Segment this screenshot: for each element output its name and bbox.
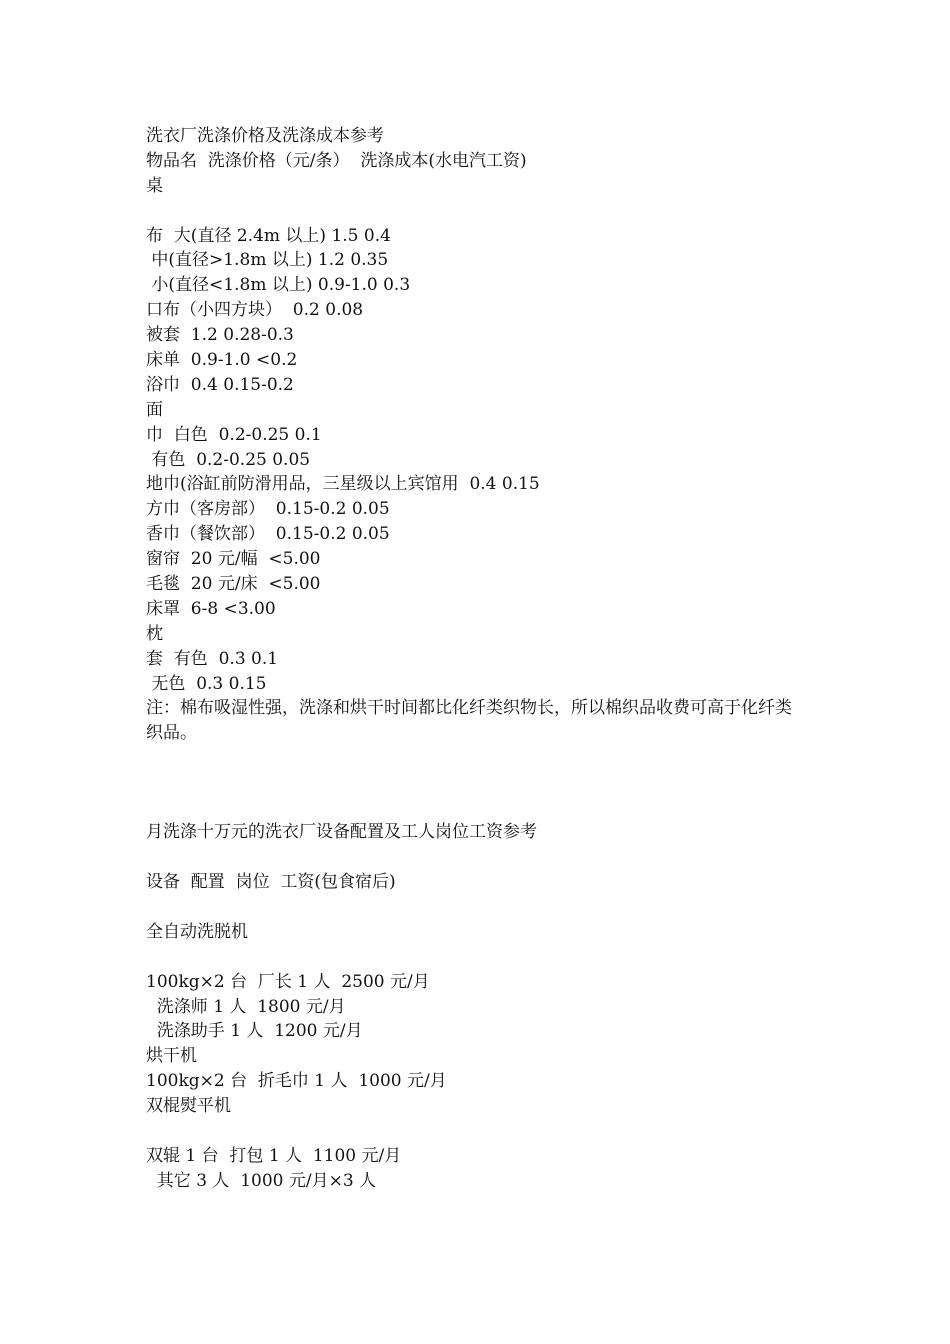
blank-line xyxy=(146,845,826,870)
text-line: 窗帘 20 元/幅 <5.00 xyxy=(146,549,321,570)
text-line: 床单 0.9-1.0 <0.2 xyxy=(146,350,298,371)
text-line: 双棍熨平机 xyxy=(146,1096,231,1117)
section-gap xyxy=(146,746,826,820)
text-line: 香巾（餐饮部） 0.15-0.2 0.05 xyxy=(146,524,390,545)
text-line: 100kg×2 台 厂长 1 人 2500 元/月 xyxy=(146,971,430,992)
text-line: 有色 0.2-0.25 0.05 xyxy=(146,449,311,470)
text-line: 浴巾 0.4 0.15-0.2 xyxy=(146,374,294,395)
text-line: 面 xyxy=(146,399,163,420)
section1-title: 洗衣厂洗涤价格及洗涤成本参考 xyxy=(146,126,384,146)
text-line: 洗涤师 1 人 1800 元/月 xyxy=(146,996,346,1017)
section1-header: 物品名 洗涤价格（元/条） 洗涤成本(水电汽工资) xyxy=(146,150,527,171)
text-line: 枕 xyxy=(146,623,163,644)
section1-lines xyxy=(146,174,826,697)
text-line: 巾 白色 0.2-0.25 0.1 xyxy=(146,424,322,445)
text-line: 地巾(浴缸前防滑用品，三星级以上宾馆用 0.4 0.15 xyxy=(146,474,540,495)
text-line: 双辊 1 台 打包 1 人 1100 元/月 xyxy=(146,1145,402,1166)
text-line: 方巾（客房部） 0.15-0.2 0.05 xyxy=(146,499,390,520)
text-line: 烘干机 xyxy=(146,1046,197,1067)
text-line: 其它 3 人 1000 元/月×3 人 xyxy=(146,1170,377,1191)
text-line: 毛毯 20 元/床 <5.00 xyxy=(146,574,321,595)
text-line: 套 有色 0.3 0.1 xyxy=(146,648,279,669)
section2-lines xyxy=(146,920,826,1194)
section2-header: 设备 配置 岗位 工资(包食宿后) xyxy=(146,872,396,893)
blank-line xyxy=(146,199,826,224)
text-line: 桌 xyxy=(146,175,163,196)
section1-note: 注：棉布吸湿性强，洗涤和烘干时间都比化纤类织物长，所以棉织品收费可高于化纤类织品。 xyxy=(146,698,792,744)
text-line: 床罩 6-8 <3.00 xyxy=(146,598,276,619)
blank-line xyxy=(146,945,826,970)
text-line: 口布（小四方块） 0.2 0.08 xyxy=(146,300,364,321)
text-line: 洗涤助手 1 人 1200 元/月 xyxy=(146,1021,363,1042)
document-page xyxy=(146,124,826,1194)
text-line: 被套 1.2 0.28-0.3 xyxy=(146,325,294,346)
text-line: 布 大(直径 2.4m 以上) 1.5 0.4 xyxy=(146,225,391,246)
blank-line xyxy=(146,1119,826,1144)
text-line: 100kg×2 台 折毛巾 1 人 1000 元/月 xyxy=(146,1071,447,1092)
text-line: 全自动洗脱机 xyxy=(146,921,248,942)
blank-line xyxy=(146,895,826,920)
text-line: 小(直径<1.8m 以上) 0.9-1.0 0.3 xyxy=(146,275,411,296)
text-line: 无色 0.3 0.15 xyxy=(146,673,267,694)
section2-title: 月洗涤十万元的洗衣厂设备配置及工人岗位工资参考 xyxy=(146,822,537,843)
text-line: 中(直径>1.8m 以上) 1.2 0.35 xyxy=(146,250,389,271)
